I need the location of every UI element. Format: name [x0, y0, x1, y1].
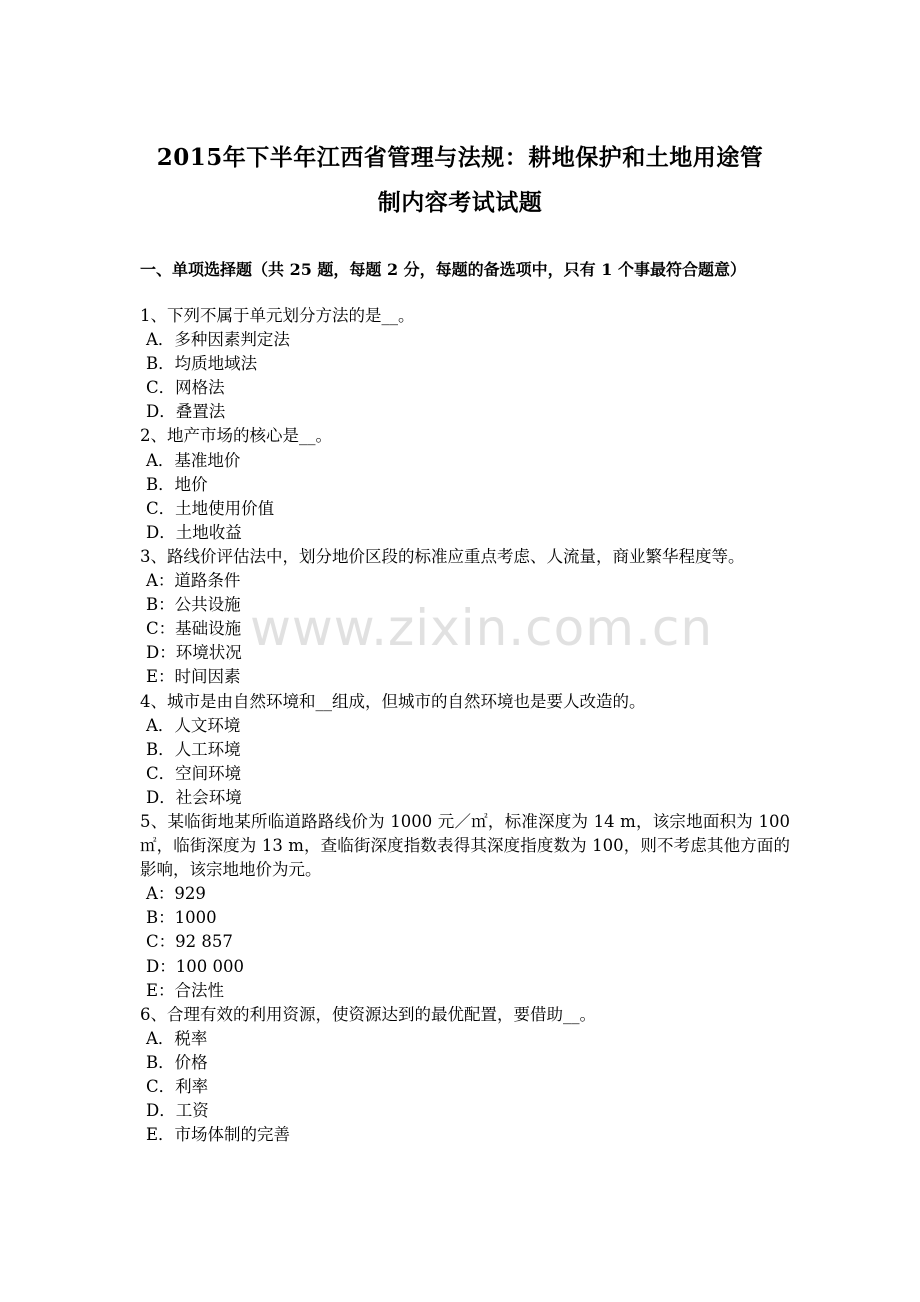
- option-b: B：1000: [146, 908, 217, 928]
- question-2: [140, 424, 790, 544]
- option-e: E：合法性: [146, 980, 225, 1000]
- option-c: C．利率: [146, 1077, 209, 1096]
- option-a: A．基准地价: [146, 450, 241, 470]
- option-d: D．叠置法: [146, 402, 226, 422]
- option-a: A．多种因素判定法: [146, 330, 290, 350]
- option-b: B：公共设施: [146, 595, 241, 615]
- question-1: [140, 304, 790, 424]
- option-d: D：100 000: [146, 956, 244, 976]
- question-list: [140, 304, 790, 1147]
- option-c: C：基础设施: [146, 619, 242, 639]
- question-3: [140, 545, 790, 690]
- question-text: 5、某临街地某所临道路路线价为 1000 元／㎡，标准深度为 14 m，该宗地面积为 100 ㎡，临街深度为 13 m，查临街深度指数表得其深度指度数为 100，则不考虑其他方面的影响，该宗地地价为元。: [140, 811, 790, 880]
- option-e: E．市场体制的完善: [146, 1125, 291, 1145]
- option-a: A．人文环境: [146, 715, 241, 735]
- question-6: [140, 1003, 790, 1148]
- option-a: A：道路条件: [146, 571, 241, 591]
- option-c: C．空间环境: [146, 763, 242, 783]
- question-text: 1、下列不属于单元划分方法的是__。: [140, 306, 415, 325]
- option-e: E：时间因素: [146, 667, 241, 687]
- option-c: C．网格法: [146, 378, 225, 398]
- option-b: B．均质地域法: [146, 354, 258, 374]
- document-title-line-2: 制内容考试试题: [377, 189, 543, 216]
- option-a: A：929: [146, 884, 206, 904]
- option-c: C．土地使用价值: [146, 498, 275, 518]
- option-b: B．地价: [146, 474, 208, 494]
- question-5: [140, 810, 790, 1003]
- question-text: 3、路线价评估法中，划分地价区段的标准应重点考虑、人流量，商业繁华程度等。: [140, 546, 745, 566]
- option-d: D：环境状况: [146, 643, 242, 663]
- question-text: 6、合理有效的利用资源，使资源达到的最优配置，要借助__。: [140, 1004, 596, 1024]
- question-text: 4、城市是由自然环境和__组成，但城市的自然环境也是要人改造的。: [140, 691, 646, 711]
- document-title-line-1: 2015年下半年江西省管理与法规：耕地保护和土地用途管: [156, 144, 764, 171]
- section-heading: 一、单项选择题（共 25 题，每题 2 分，每题的备选项中，只有 1 个事最符合题意）: [140, 260, 746, 279]
- option-b: B．价格: [146, 1052, 208, 1072]
- option-b: B．人工环境: [146, 739, 241, 759]
- question-text: 2、地产市场的核心是__。: [140, 426, 332, 446]
- option-a: A．税率: [146, 1028, 208, 1048]
- watermark-text: www.zixin.com.cn: [250, 599, 714, 657]
- option-d: D．工资: [146, 1101, 209, 1121]
- option-d: D．社会环境: [146, 787, 242, 807]
- option-c: C：92 857: [146, 932, 233, 952]
- question-4: [140, 690, 790, 810]
- option-d: D．土地收益: [146, 522, 242, 542]
